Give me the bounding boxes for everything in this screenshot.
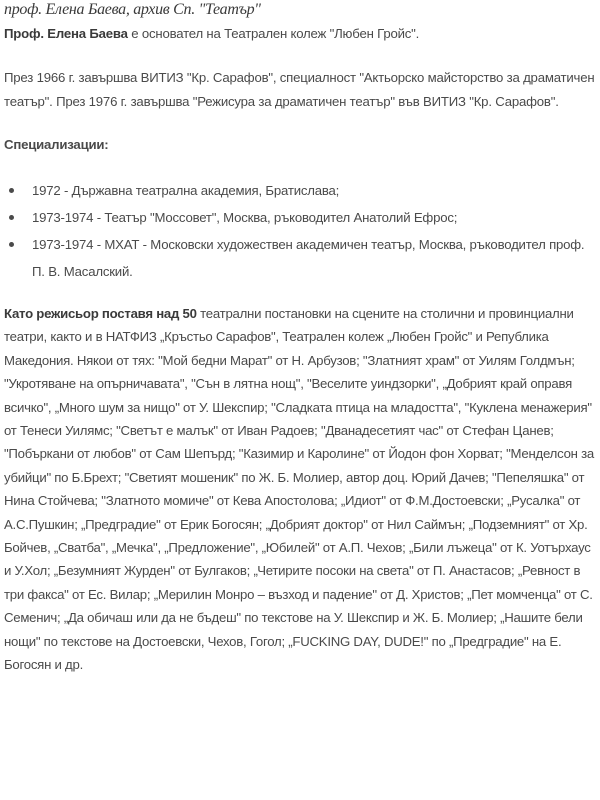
list-item [4,204,600,231]
photo-caption: проф. Елена Баева, архив Сп. "Театър" [4,1,261,18]
intro-text: е основател на Театрален колеж "Любен Гройс". [127,26,420,41]
article [4,0,600,690]
list-item-text: 1972 - Държавна театрална академия, Братислава; [32,183,340,198]
bullet-icon [9,215,14,220]
specializations-heading: Специализации: [4,137,109,152]
education-paragraph: През 1966 г. завършва ВИТИЗ "Кр. Сарафов", специалност "Актьорско майсторство за драматичен театър". През 1976 г. завършва "Режисура за драматичен театър" във ВИТИЗ "Кр. Сарафов". [4,70,595,109]
list-item-text: 1973-1974 - Театър "Моссовет", Москва, ръководител Анатолий Ефрос; [32,210,458,225]
specializations-list [4,177,600,285]
list-item-text: 1973-1974 - МХАТ - Московски художествен академичен театър, Москва, ръководител проф. П. В. Масалский. [32,237,585,279]
intro-name: Проф. Елена Баева [4,26,128,41]
director-paragraph [4,302,600,677]
bullet-icon [9,188,14,193]
director-lead: Като режисьор поставя над 50 [4,306,197,321]
director-text: театрални постановки на сцените на столични и провинциални театри, както и в НАТФИЗ „Кръстьо Сарафов", Театрален колеж „Любен Гройс" и Република Македония. Някои от тях: "Мой бедни Марат" от Н. Арбузов; "Златният храм" от Уилям Голдмън; "Укротяване на опърничавата", "Сън в лятна нощ", "Веселите уиндзорки", „Добрият край оправя всичко", „Много шум за нищо" от У. Шекспир; "Сладката птица на младостта", "Куклена менажерия" от Тенеси Уилямс; "Светът е малък" от Иван Радоев; "Дванадесетият час" от Стефан Цанев; "Побъркани от любов" от Сам Шепърд; "Казимир и Каролине" от Йодон фон Хорват; "Менделсон за убийци" по Б.Брехт; "Светият мошеник" по Ж. Б. Молиер, автор доц. Юрий Дачев; "Пепеляшка" от Нина Стойчева; "Златното момиче" от Кева Апостолова; „Идиот" от Ф.М.Достоевски; „Русалка" от А.С.Пушкин; „Предградие" от Ерик Богосян; „Добрият доктор" от Нил Саймън; „Подземният" от Хр. Бойчев, „Сватба", „Мечка", „Предложение", „Юбилей" от А.П. Чехов; „Били лъжеца" от К. Уотърхаус и У.Хол; „Безумният Журден" от Булгаков; „Четирите посоки на света" от П. Анастасов; „Ревност в три факса" от Ес. Вилар; „Мерилин Монро – възход и падение" от Д. Христов; „Пет момченца" от С. Семенич; „Да обичаш или да не бъдеш" по текстове на У. Шекспир и Ж. Б. Молиер; „Нашите бели нощи" по текстове на Достоевски, Чехов, Гогол; „FUCKING DAY, DUDE!" по „Предградие" на Е. Богосян и др. [4,306,594,673]
intro-paragraph [4,24,600,44]
bullet-icon [9,242,14,247]
list-item [4,231,600,285]
list-item [4,177,600,204]
